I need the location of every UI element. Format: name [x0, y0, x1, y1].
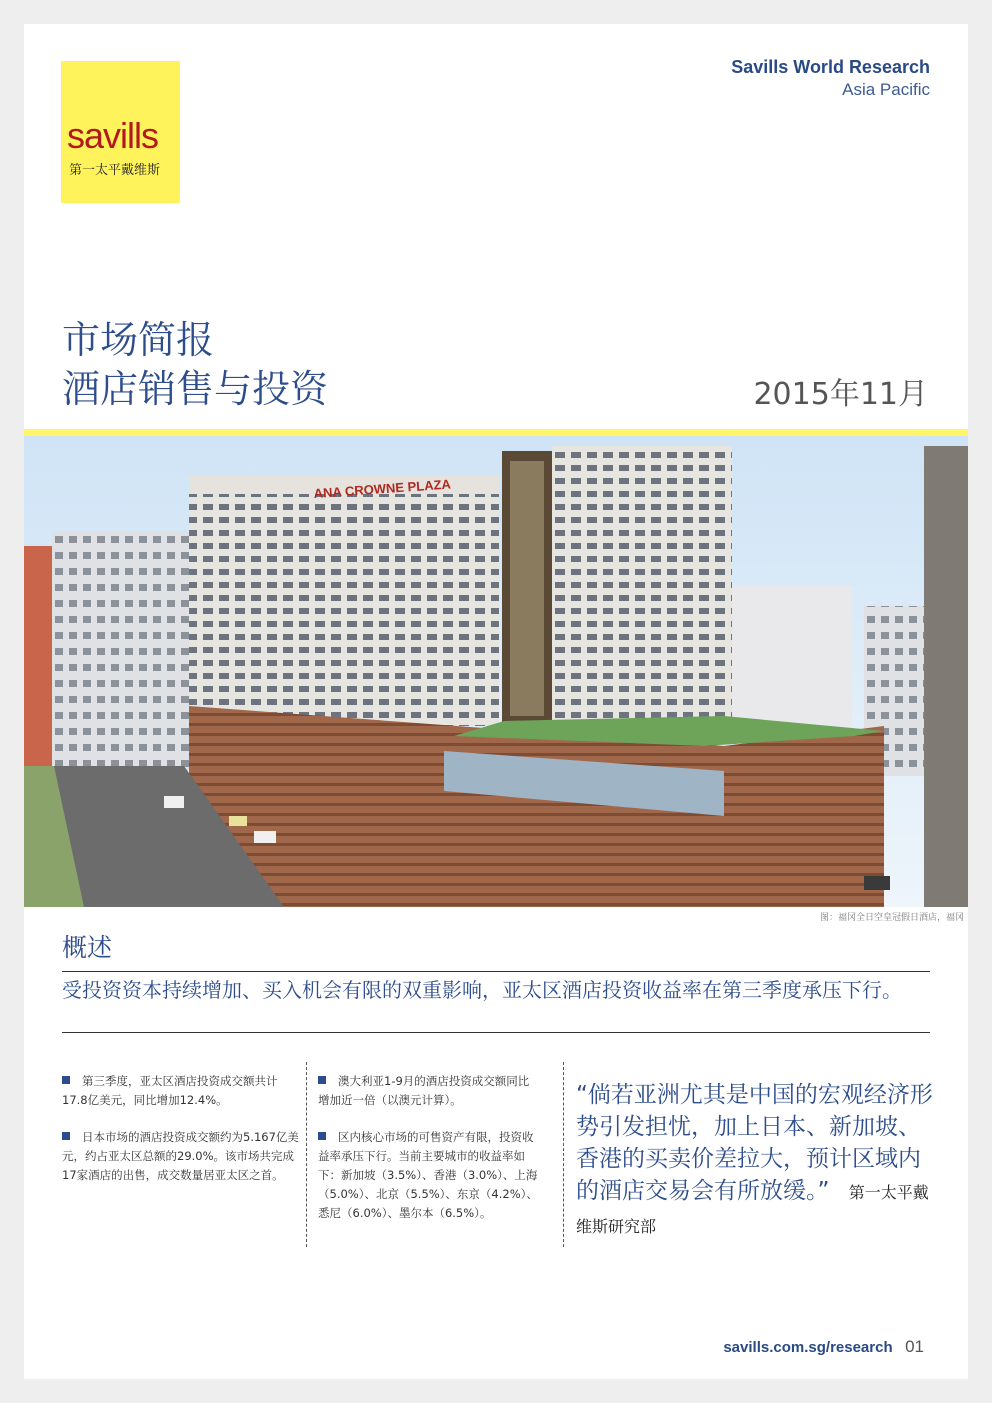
page-footer — [723, 1337, 924, 1357]
bullet-item — [62, 1128, 302, 1185]
series-region: Asia Pacific — [842, 80, 930, 99]
yellow-divider — [24, 429, 968, 436]
bullet-column-2 — [318, 1072, 538, 1241]
column-divider — [563, 1062, 564, 1247]
report-date: 2015年11月 — [753, 377, 928, 412]
savills-logo — [61, 61, 180, 203]
logo-wordmark: savills — [67, 115, 159, 156]
bullet-item — [62, 1072, 302, 1110]
hotel-photo — [24, 436, 968, 907]
quote-text: “倘若亚洲尤其是中国的宏观经济形势引发担忧，加上日本、新加坡、香港的买卖价差拉大，预计区域内的酒店交易会有所放缓。” — [576, 1082, 933, 1204]
bullet-text: 第三季度，亚太区酒店投资成交额共计17.8亿美元，同比增加12.4%。 — [62, 1074, 278, 1107]
hotel-sign: ANA CROWNE PLAZA — [313, 476, 452, 501]
photo-caption: 图：福冈全日空皇冠假日酒店，福冈 — [819, 913, 964, 923]
page-number: 01 — [905, 1337, 924, 1356]
pull-quote — [576, 1079, 936, 1243]
overview-summary: 受投资资本持续增加、买入机会有限的双重影响，亚太区酒店投资收益率在第三季度承压下行。 — [62, 978, 902, 1002]
report-page — [24, 24, 968, 1379]
research-url-link[interactable]: savills.com.sg/research — [723, 1339, 893, 1356]
square-bullet-icon — [318, 1132, 326, 1140]
summary-rule — [62, 1032, 930, 1033]
report-title — [62, 316, 328, 414]
bullet-text: 澳大利亚1-9月的酒店投资成交额同比增加近一倍（以澳元计算）。 — [318, 1074, 530, 1107]
logo-chinese-name: 第一太平戴维斯 — [69, 163, 161, 178]
section-heading-overview: 概述 — [62, 933, 113, 962]
square-bullet-icon — [62, 1076, 70, 1084]
series-title: Savills World Research — [731, 57, 930, 77]
bullet-item — [318, 1128, 538, 1223]
heading-rule — [62, 971, 930, 972]
bullet-column-1 — [62, 1072, 302, 1203]
column-divider — [306, 1062, 307, 1247]
report-title-line1: 市场简报 — [62, 318, 215, 362]
report-title-line2: 酒店销售与投资 — [62, 367, 329, 411]
square-bullet-icon — [62, 1132, 70, 1140]
bullet-text: 日本市场的酒店投资成交额约为5.167亿美元，约占亚太区总额的29.0%。该市场共完成17家酒店的出售，成交数量居亚太区之首。 — [62, 1130, 299, 1182]
research-series — [731, 57, 930, 100]
quote-attribution: 第一太平戴维斯研究部 — [576, 1183, 929, 1236]
bullet-item — [318, 1072, 538, 1110]
bullet-text: 区内核心市场的可售资产有限，投资收益率承压下行。当前主要城市的收益率如下：新加坡（3.5%）、香港（3.0%）、上海（5.0%）、北京（5.5%）、东京（4.2%）、悉尼（6.0%）、墨尔本（6.5%）。 — [318, 1130, 538, 1220]
square-bullet-icon — [318, 1076, 326, 1084]
